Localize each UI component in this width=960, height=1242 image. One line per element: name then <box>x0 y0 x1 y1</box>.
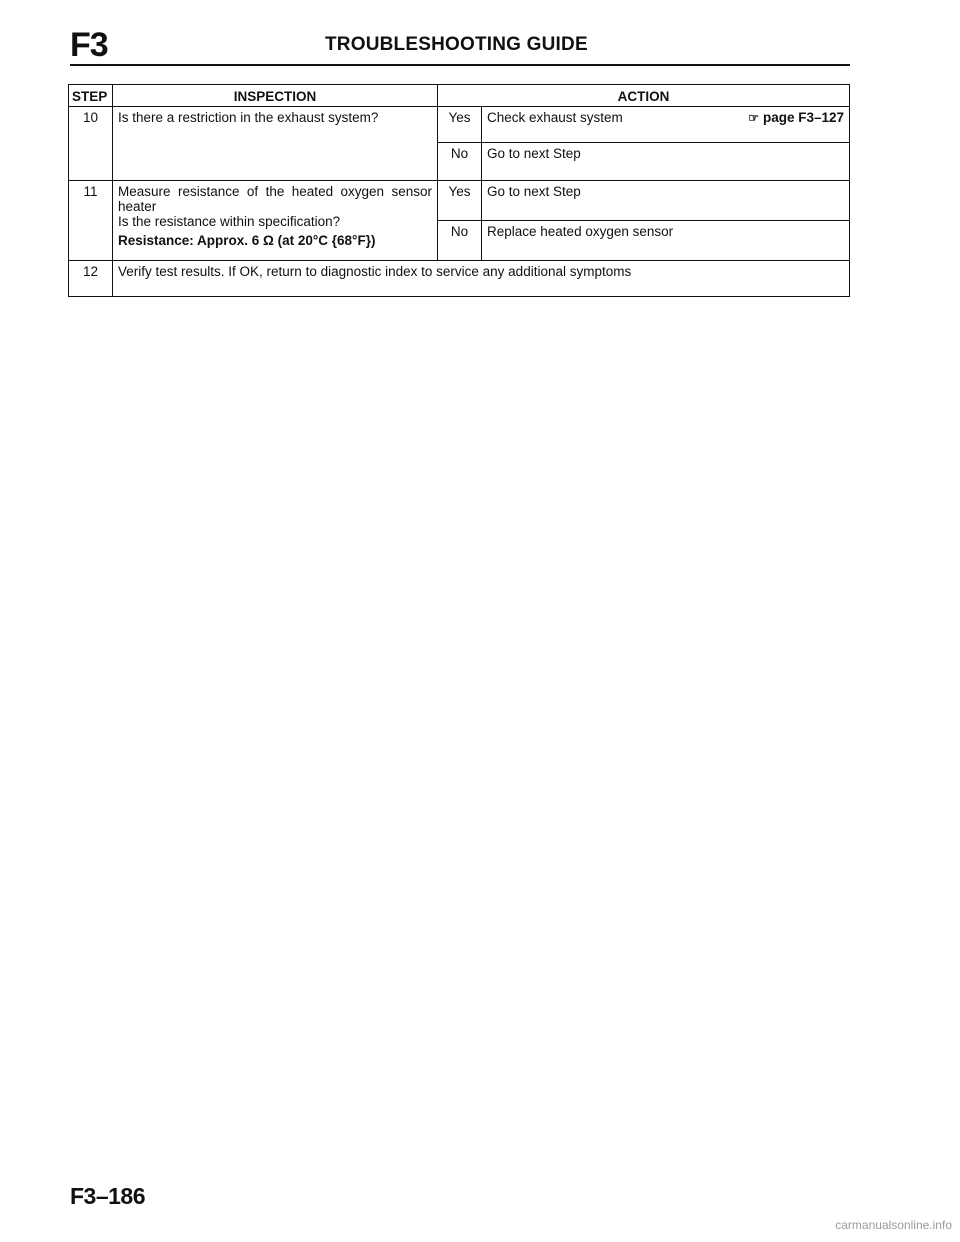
action-cell <box>482 107 850 143</box>
inspection-column-header: INSPECTION <box>113 85 438 107</box>
watermark: carmanualsonline.info <box>835 1218 952 1232</box>
step-number: 12 <box>69 261 113 297</box>
table-header-row <box>69 85 850 107</box>
inspection-text: Verify test results. If OK, return to diagnostic index to service any additional symptoms <box>113 261 850 297</box>
inspection-text: Measure resistance of the heated oxygen sensor heater <box>118 184 432 214</box>
table-row <box>69 181 850 221</box>
page-reference <box>748 110 844 126</box>
inspection-text: Is there a restriction in the exhaust system? <box>113 107 438 181</box>
action-text: Go to next Step <box>482 181 850 221</box>
table-row <box>69 261 850 297</box>
action-text: Go to next Step <box>482 143 850 181</box>
troubleshooting-table <box>68 84 850 297</box>
step-number: 10 <box>69 107 113 181</box>
step-column-header: STEP <box>69 85 113 107</box>
page-header <box>70 22 850 66</box>
page-reference-text: page F3–127 <box>762 110 844 125</box>
specification-text: Resistance: Approx. 6 Ω (at 20°C {68°F}) <box>118 233 376 248</box>
table-row <box>69 107 850 143</box>
yes-label: Yes <box>438 181 482 221</box>
action-text: Check exhaust system <box>487 110 623 125</box>
pointing-hand-icon: ☞ <box>748 111 759 125</box>
inspection-cell <box>113 181 438 261</box>
no-label: No <box>438 143 482 181</box>
page-number: F3–186 <box>70 1183 146 1209</box>
page-title: TROUBLESHOOTING GUIDE <box>325 34 588 55</box>
no-label: No <box>438 221 482 261</box>
inspection-question: Is the resistance within specification? <box>118 214 341 229</box>
action-column-header: ACTION <box>438 85 850 107</box>
yes-label: Yes <box>438 107 482 143</box>
action-text: Replace heated oxygen sensor <box>482 221 850 261</box>
step-number: 11 <box>69 181 113 261</box>
section-code: F3 <box>70 26 108 64</box>
